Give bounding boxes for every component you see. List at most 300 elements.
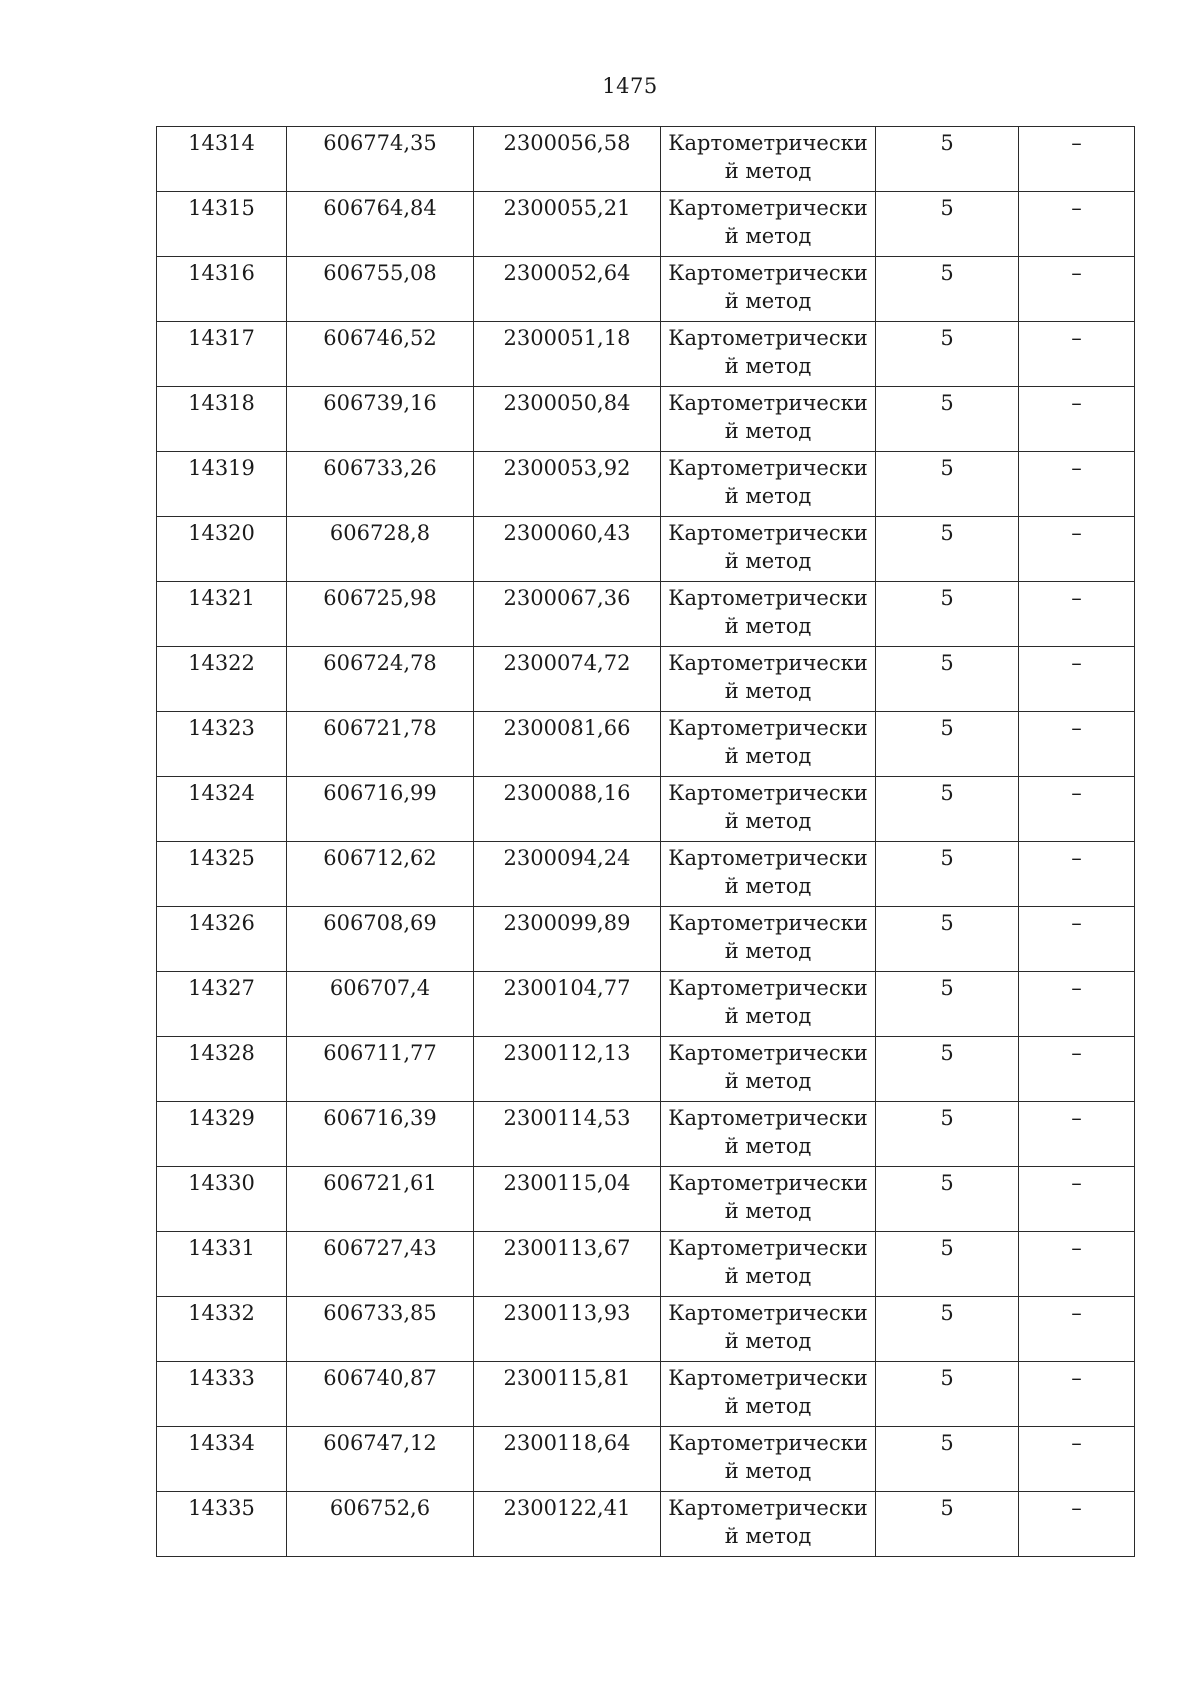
cell-coordinate-x-text: 606708,69: [323, 911, 437, 935]
cell-note: [1019, 127, 1135, 192]
cell-accuracy-text: 5: [940, 1171, 954, 1195]
cell-method: [661, 1492, 876, 1557]
method-line-1: Картометрически: [668, 976, 868, 1000]
cell-coordinate-y: [474, 972, 661, 1037]
cell-point-number: [157, 1037, 287, 1102]
cell-point-number-text: 14329: [188, 1106, 255, 1130]
cell-accuracy: [876, 972, 1019, 1037]
cell-coordinate-x-text: 606711,77: [323, 1041, 437, 1065]
cell-coordinate-x-text: 606716,39: [323, 1106, 437, 1130]
method-text: [661, 712, 875, 770]
method-text: [661, 1297, 875, 1355]
cell-accuracy: [876, 452, 1019, 517]
method-text: [661, 1492, 875, 1550]
cell-note-text: –: [1071, 846, 1082, 870]
cell-coordinate-y-text: 2300122,41: [503, 1496, 631, 1520]
cell-note-text: –: [1071, 586, 1082, 610]
cell-accuracy-text: 5: [940, 716, 954, 740]
method-line-1: Картометрически: [668, 1431, 868, 1455]
cell-point-number-text: 14318: [188, 391, 255, 415]
cell-accuracy: [876, 582, 1019, 647]
cell-note-text: –: [1071, 1496, 1082, 1520]
cell-accuracy-text: 5: [940, 391, 954, 415]
table-row: [157, 1492, 1135, 1557]
method-text: [661, 972, 875, 1030]
method-line-1: Картометрически: [668, 1366, 868, 1390]
cell-coordinate-x: [287, 452, 474, 517]
method-line-1: Картометрически: [668, 391, 868, 415]
cell-coordinate-y-text: 2300053,92: [503, 456, 631, 480]
cell-accuracy-text: 5: [940, 1431, 954, 1455]
cell-note-text: –: [1071, 456, 1082, 480]
cell-point-number-text: 14325: [188, 846, 255, 870]
cell-coordinate-x-text: 606707,4: [329, 976, 431, 1000]
cell-coordinate-y-text: 2300056,58: [503, 131, 631, 155]
method-line-2: й метод: [724, 549, 812, 573]
table-row: [157, 322, 1135, 387]
table-row: [157, 777, 1135, 842]
cell-coordinate-x: [287, 647, 474, 712]
cell-coordinate-x-text: 606752,6: [329, 1496, 431, 1520]
cell-note-text: –: [1071, 716, 1082, 740]
cell-method: [661, 1362, 876, 1427]
table-row: [157, 1297, 1135, 1362]
cell-point-number-text: 14326: [188, 911, 255, 935]
method-line-2: й метод: [724, 1134, 812, 1158]
method-line-1: Картометрически: [668, 261, 868, 285]
cell-point-number: [157, 1362, 287, 1427]
cell-accuracy: [876, 322, 1019, 387]
cell-accuracy: [876, 517, 1019, 582]
cell-accuracy-text: 5: [940, 1496, 954, 1520]
cell-coordinate-x-text: 606725,98: [323, 586, 437, 610]
coordinates-table-body: [157, 127, 1135, 1557]
method-line-1: Картометрически: [668, 131, 868, 155]
method-line-1: Картометрически: [668, 456, 868, 480]
cell-accuracy: [876, 1297, 1019, 1362]
cell-accuracy-text: 5: [940, 1041, 954, 1065]
cell-accuracy: [876, 712, 1019, 777]
cell-coordinate-y: [474, 1037, 661, 1102]
cell-coordinate-x-text: 606733,26: [323, 456, 437, 480]
method-line-2: й метод: [724, 1264, 812, 1288]
method-text: [661, 907, 875, 965]
cell-coordinate-y-text: 2300050,84: [503, 391, 631, 415]
method-line-2: й метод: [724, 1524, 812, 1548]
cell-coordinate-x-text: 606740,87: [323, 1366, 437, 1390]
cell-coordinate-x-text: 606764,84: [323, 196, 437, 220]
method-line-1: Картометрически: [668, 586, 868, 610]
cell-point-number-text: 14335: [188, 1496, 255, 1520]
cell-accuracy: [876, 1232, 1019, 1297]
cell-coordinate-x: [287, 1102, 474, 1167]
cell-note-text: –: [1071, 196, 1082, 220]
cell-point-number: [157, 517, 287, 582]
cell-coordinate-x: [287, 192, 474, 257]
cell-coordinate-x: [287, 777, 474, 842]
cell-point-number: [157, 127, 287, 192]
cell-method: [661, 842, 876, 907]
cell-coordinate-y: [474, 127, 661, 192]
cell-accuracy-text: 5: [940, 846, 954, 870]
cell-coordinate-y: [474, 257, 661, 322]
cell-point-number-text: 14333: [188, 1366, 255, 1390]
cell-note: [1019, 907, 1135, 972]
cell-accuracy: [876, 777, 1019, 842]
cell-accuracy-text: 5: [940, 911, 954, 935]
table-row: [157, 257, 1135, 322]
cell-point-number-text: 14316: [188, 261, 255, 285]
cell-coordinate-x: [287, 842, 474, 907]
cell-method: [661, 322, 876, 387]
method-text: [661, 1037, 875, 1095]
cell-note: [1019, 712, 1135, 777]
method-text: [661, 322, 875, 380]
cell-point-number-text: 14332: [188, 1301, 255, 1325]
cell-note-text: –: [1071, 326, 1082, 350]
method-line-1: Картометрически: [668, 1236, 868, 1260]
method-text: [661, 1427, 875, 1485]
method-text: [661, 517, 875, 575]
method-line-1: Картометрически: [668, 1171, 868, 1195]
cell-coordinate-y-text: 2300067,36: [503, 586, 631, 610]
cell-accuracy-text: 5: [940, 976, 954, 1000]
cell-coordinate-y-text: 2300114,53: [503, 1106, 631, 1130]
cell-coordinate-y: [474, 582, 661, 647]
cell-point-number-text: 14334: [188, 1431, 255, 1455]
cell-coordinate-x-text: 606747,12: [323, 1431, 437, 1455]
method-line-2: й метод: [724, 1329, 812, 1353]
table-row: [157, 1167, 1135, 1232]
cell-coordinate-y-text: 2300118,64: [503, 1431, 631, 1455]
cell-coordinate-x: [287, 972, 474, 1037]
cell-coordinate-y-text: 2300113,67: [503, 1236, 631, 1260]
cell-method: [661, 452, 876, 517]
table-row: [157, 842, 1135, 907]
method-text: [661, 387, 875, 445]
cell-note-text: –: [1071, 911, 1082, 935]
cell-note-text: –: [1071, 1171, 1082, 1195]
cell-accuracy-text: 5: [940, 131, 954, 155]
method-text: [661, 842, 875, 900]
cell-coordinate-y: [474, 907, 661, 972]
cell-point-number-text: 14323: [188, 716, 255, 740]
method-line-2: й метод: [724, 1199, 812, 1223]
cell-method: [661, 1037, 876, 1102]
cell-accuracy-text: 5: [940, 1366, 954, 1390]
cell-note-text: –: [1071, 976, 1082, 1000]
cell-accuracy: [876, 387, 1019, 452]
cell-coordinate-y-text: 2300081,66: [503, 716, 631, 740]
cell-coordinate-y: [474, 1102, 661, 1167]
cell-point-number-text: 14327: [188, 976, 255, 1000]
method-text: [661, 1232, 875, 1290]
method-line-2: й метод: [724, 744, 812, 768]
method-line-2: й метод: [724, 1069, 812, 1093]
method-text: [661, 1167, 875, 1225]
cell-accuracy-text: 5: [940, 1301, 954, 1325]
method-line-1: Картометрически: [668, 521, 868, 545]
cell-note: [1019, 517, 1135, 582]
cell-coordinate-x: [287, 907, 474, 972]
method-text: [661, 192, 875, 250]
method-line-1: Картометрически: [668, 716, 868, 740]
method-line-2: й метод: [724, 289, 812, 313]
cell-method: [661, 192, 876, 257]
cell-point-number: [157, 777, 287, 842]
method-line-1: Картометрически: [668, 1496, 868, 1520]
cell-coordinate-y-text: 2300051,18: [503, 326, 631, 350]
method-text: [661, 582, 875, 640]
cell-coordinate-x-text: 606716,99: [323, 781, 437, 805]
cell-note-text: –: [1071, 1236, 1082, 1260]
cell-accuracy-text: 5: [940, 1236, 954, 1260]
cell-note: [1019, 1232, 1135, 1297]
cell-coordinate-y-text: 2300074,72: [503, 651, 631, 675]
method-line-2: й метод: [724, 484, 812, 508]
cell-coordinate-x: [287, 1427, 474, 1492]
cell-point-number: [157, 1102, 287, 1167]
method-text: [661, 777, 875, 835]
cell-note-text: –: [1071, 131, 1082, 155]
cell-point-number: [157, 192, 287, 257]
cell-point-number: [157, 452, 287, 517]
cell-coordinate-y: [474, 1492, 661, 1557]
cell-coordinate-y: [474, 1362, 661, 1427]
method-line-2: й метод: [724, 1459, 812, 1483]
method-line-2: й метод: [724, 809, 812, 833]
cell-point-number: [157, 1167, 287, 1232]
cell-coordinate-y-text: 2300052,64: [503, 261, 631, 285]
cell-point-number: [157, 907, 287, 972]
cell-note: [1019, 1362, 1135, 1427]
cell-accuracy: [876, 907, 1019, 972]
method-line-2: й метод: [724, 939, 812, 963]
cell-coordinate-y: [474, 1232, 661, 1297]
cell-note: [1019, 1037, 1135, 1102]
method-line-2: й метод: [724, 874, 812, 898]
cell-note: [1019, 1102, 1135, 1167]
cell-coordinate-x: [287, 387, 474, 452]
cell-accuracy-text: 5: [940, 1106, 954, 1130]
method-line-1: Картометрически: [668, 326, 868, 350]
cell-note: [1019, 777, 1135, 842]
table-row: [157, 1037, 1135, 1102]
cell-note: [1019, 1167, 1135, 1232]
table-row: [157, 1232, 1135, 1297]
cell-point-number: [157, 257, 287, 322]
cell-coordinate-y-text: 2300112,13: [503, 1041, 631, 1065]
cell-coordinate-x-text: 606774,35: [323, 131, 437, 155]
cell-coordinate-x: [287, 712, 474, 777]
method-line-1: Картометрически: [668, 781, 868, 805]
cell-coordinate-y: [474, 452, 661, 517]
cell-method: [661, 1297, 876, 1362]
cell-note-text: –: [1071, 1366, 1082, 1390]
method-text: [661, 647, 875, 705]
cell-coordinate-y: [474, 1297, 661, 1362]
cell-accuracy: [876, 1167, 1019, 1232]
cell-accuracy: [876, 1362, 1019, 1427]
cell-coordinate-y-text: 2300115,04: [503, 1171, 631, 1195]
cell-note-text: –: [1071, 651, 1082, 675]
cell-note: [1019, 582, 1135, 647]
cell-point-number-text: 14330: [188, 1171, 255, 1195]
cell-coordinate-y-text: 2300099,89: [503, 911, 631, 935]
cell-coordinate-x: [287, 1492, 474, 1557]
cell-coordinate-y: [474, 1427, 661, 1492]
table-row: [157, 387, 1135, 452]
cell-note-text: –: [1071, 1301, 1082, 1325]
cell-coordinate-y-text: 2300094,24: [503, 846, 631, 870]
cell-point-number-text: 14315: [188, 196, 255, 220]
cell-method: [661, 712, 876, 777]
cell-point-number-text: 14321: [188, 586, 255, 610]
cell-point-number-text: 14328: [188, 1041, 255, 1065]
cell-coordinate-x-text: 606733,85: [323, 1301, 437, 1325]
cell-coordinate-y: [474, 322, 661, 387]
cell-method: [661, 647, 876, 712]
cell-coordinate-y-text: 2300088,16: [503, 781, 631, 805]
cell-point-number-text: 14317: [188, 326, 255, 350]
cell-note-text: –: [1071, 1431, 1082, 1455]
cell-point-number: [157, 322, 287, 387]
cell-accuracy-text: 5: [940, 456, 954, 480]
cell-point-number: [157, 387, 287, 452]
method-line-2: й метод: [724, 614, 812, 638]
cell-note: [1019, 192, 1135, 257]
cell-coordinate-x: [287, 1362, 474, 1427]
cell-coordinate-x: [287, 322, 474, 387]
table-row: [157, 1362, 1135, 1427]
cell-note-text: –: [1071, 521, 1082, 545]
cell-coordinate-y: [474, 647, 661, 712]
cell-coordinate-x-text: 606727,43: [323, 1236, 437, 1260]
cell-coordinate-x: [287, 1232, 474, 1297]
cell-coordinate-y: [474, 842, 661, 907]
cell-coordinate-x-text: 606712,62: [323, 846, 437, 870]
cell-note: [1019, 972, 1135, 1037]
cell-point-number: [157, 1232, 287, 1297]
cell-method: [661, 387, 876, 452]
cell-coordinate-x-text: 606728,8: [329, 521, 431, 545]
cell-point-number: [157, 582, 287, 647]
cell-accuracy: [876, 127, 1019, 192]
cell-coordinate-x-text: 606724,78: [323, 651, 437, 675]
cell-method: [661, 1167, 876, 1232]
method-line-2: й метод: [724, 354, 812, 378]
cell-note-text: –: [1071, 1106, 1082, 1130]
cell-coordinate-y-text: 2300060,43: [503, 521, 631, 545]
method-text: [661, 452, 875, 510]
cell-coordinate-y: [474, 387, 661, 452]
cell-accuracy: [876, 842, 1019, 907]
cell-accuracy: [876, 257, 1019, 322]
cell-accuracy: [876, 1102, 1019, 1167]
method-line-2: й метод: [724, 419, 812, 443]
cell-coordinate-x: [287, 127, 474, 192]
method-line-2: й метод: [724, 679, 812, 703]
method-line-1: Картометрически: [668, 196, 868, 220]
cell-coordinate-y-text: 2300104,77: [503, 976, 631, 1000]
cell-coordinate-x: [287, 1297, 474, 1362]
cell-coordinate-x: [287, 582, 474, 647]
cell-accuracy: [876, 647, 1019, 712]
method-line-1: Картометрически: [668, 1041, 868, 1065]
cell-accuracy-text: 5: [940, 326, 954, 350]
cell-note-text: –: [1071, 781, 1082, 805]
method-line-2: й метод: [724, 224, 812, 248]
cell-point-number: [157, 1297, 287, 1362]
cell-method: [661, 907, 876, 972]
cell-note-text: –: [1071, 261, 1082, 285]
cell-point-number-text: 14331: [188, 1236, 255, 1260]
cell-point-number: [157, 842, 287, 907]
cell-note: [1019, 387, 1135, 452]
cell-accuracy-text: 5: [940, 196, 954, 220]
cell-coordinate-y: [474, 712, 661, 777]
table-row: [157, 907, 1135, 972]
cell-coordinate-x: [287, 257, 474, 322]
cell-method: [661, 517, 876, 582]
cell-accuracy: [876, 192, 1019, 257]
cell-accuracy: [876, 1492, 1019, 1557]
method-line-2: й метод: [724, 1004, 812, 1028]
cell-coordinate-y: [474, 192, 661, 257]
method-text: [661, 127, 875, 185]
cell-coordinate-y: [474, 1167, 661, 1232]
table-row: [157, 127, 1135, 192]
cell-point-number: [157, 712, 287, 777]
table-row: [157, 517, 1135, 582]
page-number: 1475: [602, 74, 658, 98]
cell-coordinate-x-text: 606721,61: [323, 1171, 437, 1195]
table-row: [157, 712, 1135, 777]
method-line-1: Картометрически: [668, 911, 868, 935]
cell-point-number-text: 14320: [188, 521, 255, 545]
table-row: [157, 647, 1135, 712]
method-line-1: Картометрически: [668, 1106, 868, 1130]
cell-coordinate-x: [287, 517, 474, 582]
cell-accuracy-text: 5: [940, 651, 954, 675]
cell-note: [1019, 842, 1135, 907]
method-line-2: й метод: [724, 159, 812, 183]
cell-method: [661, 777, 876, 842]
cell-point-number: [157, 1427, 287, 1492]
cell-note: [1019, 1427, 1135, 1492]
cell-point-number-text: 14319: [188, 456, 255, 480]
cell-accuracy: [876, 1427, 1019, 1492]
cell-note: [1019, 452, 1135, 517]
coordinates-table: [156, 126, 1135, 1557]
cell-note: [1019, 1297, 1135, 1362]
cell-method: [661, 257, 876, 322]
method-line-2: й метод: [724, 1394, 812, 1418]
cell-coordinate-x-text: 606746,52: [323, 326, 437, 350]
method-text: [661, 1362, 875, 1420]
table-row: [157, 1102, 1135, 1167]
cell-coordinate-x-text: 606755,08: [323, 261, 437, 285]
table-row: [157, 192, 1135, 257]
method-line-1: Картометрически: [668, 1301, 868, 1325]
table-row: [157, 582, 1135, 647]
cell-method: [661, 582, 876, 647]
table-row: [157, 452, 1135, 517]
cell-accuracy-text: 5: [940, 781, 954, 805]
cell-point-number: [157, 647, 287, 712]
cell-accuracy-text: 5: [940, 586, 954, 610]
cell-accuracy-text: 5: [940, 521, 954, 545]
